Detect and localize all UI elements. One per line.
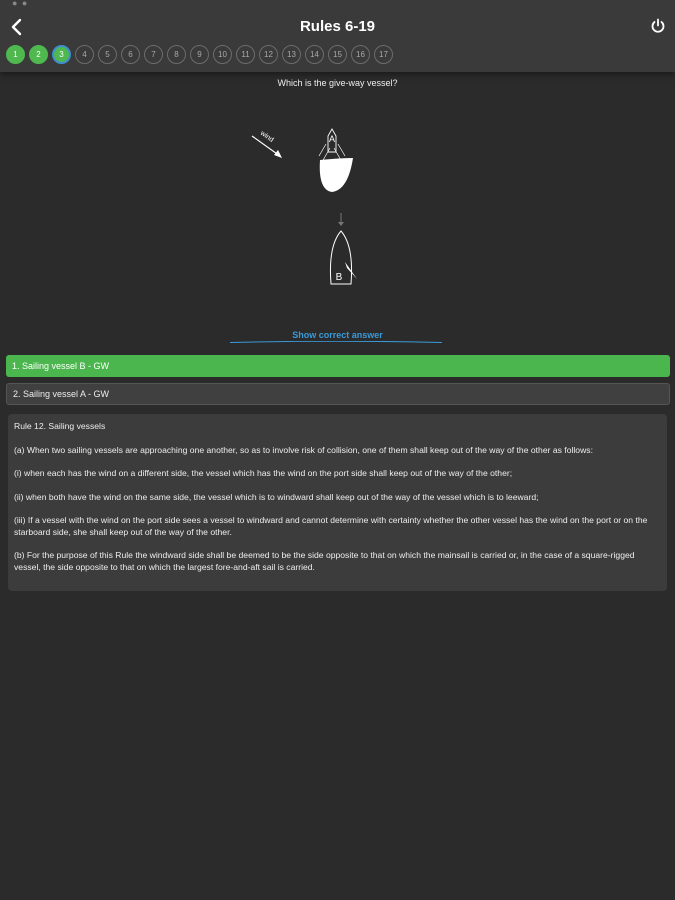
progress-item-5[interactable]: 5 <box>98 45 117 64</box>
question-text: Which is the give-way vessel? <box>277 78 398 88</box>
show-correct-answer-button[interactable]: Show correct answer <box>292 330 383 340</box>
progress-item-3[interactable]: 3 <box>52 45 71 64</box>
progress-item-13[interactable]: 13 <box>282 45 301 64</box>
top-bar <box>0 0 675 72</box>
progress-item-1[interactable]: 1 <box>6 45 25 64</box>
status-indicator: ● ● <box>12 0 29 8</box>
progress-item-8[interactable]: 8 <box>167 45 186 64</box>
rule-paragraph: (b) For the purpose of this Rule the windward side shall be deemed to be the side opposite to that on which the mainsail is carried or, in the case of a square-rigged vessel, the side opposite to that on which the largest fore-and-aft sail is carried. <box>14 550 635 572</box>
progress-item-6[interactable]: 6 <box>121 45 140 64</box>
rule-paragraph: (a) When two sailing vessels are approaching one another, so as to involve risk of collision, one of them shall keep out of the way of the other as follows: <box>14 444 593 455</box>
progress-item-10[interactable]: 10 <box>213 45 232 64</box>
progress-item-12[interactable]: 12 <box>259 45 278 64</box>
question-progress <box>6 45 393 64</box>
wind-label: wind <box>258 129 275 144</box>
answer-option-1[interactable] <box>6 355 670 377</box>
progress-item-11[interactable]: 11 <box>236 45 255 64</box>
vessel-a-sail <box>320 158 353 192</box>
answer-option-label: 2. Sailing vessel A - GW <box>13 389 110 399</box>
progress-item-4[interactable]: 4 <box>75 45 94 64</box>
progress-item-14[interactable]: 14 <box>305 45 324 64</box>
answer-option-2[interactable] <box>6 383 670 405</box>
progress-item-2[interactable]: 2 <box>29 45 48 64</box>
rule-paragraph: (i) when each has the wind on a different side, the vessel which has the wind on the port side shall keep out of the way of the other; <box>14 468 513 478</box>
rule-title: Rule 12. Sailing vessels <box>14 421 106 431</box>
progress-item-9[interactable]: 9 <box>190 45 209 64</box>
progress-item-15[interactable]: 15 <box>328 45 347 64</box>
heading-arrow-icon <box>338 213 344 226</box>
vessel-b-label: B <box>335 272 343 283</box>
reset-button[interactable] <box>649 17 667 35</box>
progress-item-16[interactable]: 16 <box>351 45 370 64</box>
page-title: Rules 6-19 <box>299 18 376 35</box>
vessel-a-label: A <box>328 134 336 144</box>
rule-paragraph: (ii) when both have the wind on the same side, the vessel which is to windward shall keep out of the way of the vessel which is to leeward; <box>14 491 539 502</box>
vessel-b <box>330 231 357 284</box>
show-answer-underline <box>230 341 442 344</box>
answer-option-label: 1. Sailing vessel B - GW <box>12 361 110 371</box>
vessel-a <box>319 129 353 192</box>
progress-item-17[interactable]: 17 <box>374 45 393 64</box>
wind-indicator <box>252 129 282 158</box>
power-reset-icon <box>649 17 667 35</box>
rule-explanation <box>8 414 667 591</box>
progress-item-7[interactable]: 7 <box>144 45 163 64</box>
situation-diagram <box>230 118 390 298</box>
rule-paragraph: (iii) If a vessel with the wind on the port side sees a vessel to windward and cannot determine with certainty whether the other vessel has the wind on the port or on the starboard side, she shall keep out of the way of the other. <box>14 515 648 537</box>
